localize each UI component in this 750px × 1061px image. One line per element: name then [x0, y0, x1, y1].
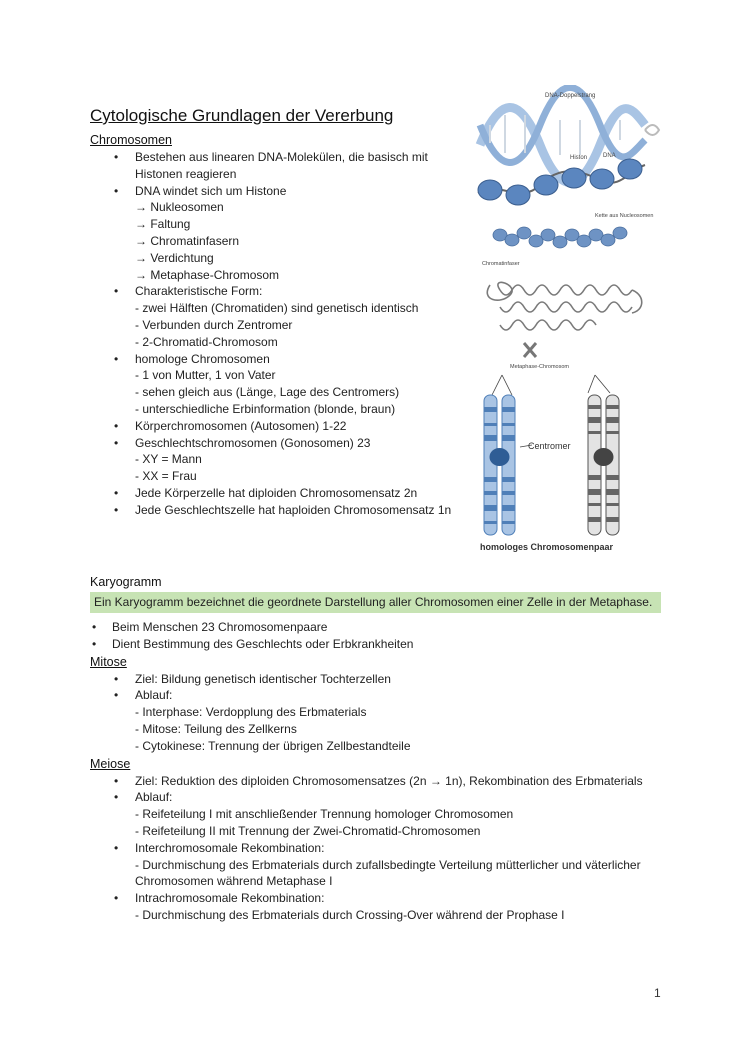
- label-metaphase-chromosom: Metaphase-Chromosom: [510, 364, 569, 370]
- section-karyogramm: [90, 573, 670, 924]
- sub-item: - 2-Chromatid-Chromosom: [135, 334, 278, 349]
- list-item: [90, 636, 670, 653]
- sub-item: - zwei Hälften (Chromatiden) sind genetisch identisch: [135, 301, 419, 316]
- list-item-text: Körperchromosomen (Autosomen) 1-22: [135, 418, 347, 433]
- list-item-text: Jede Körperzelle hat diploiden Chromosomensatz 2n: [135, 485, 418, 500]
- definition-box: Ein Karyogramm bezeichnet die geordnete Darstellung aller Chromosomen einer Zelle in der Metaphase.: [90, 592, 661, 613]
- sub-item: - XY = Mann: [135, 452, 202, 467]
- chromatin-condensed: [493, 227, 627, 248]
- chromosome-figure: [470, 85, 670, 555]
- sub-item: - Interphase: Verdopplung des Erbmaterials: [135, 705, 367, 720]
- list-item: [90, 687, 670, 754]
- sub-item: - 1 von Mutter, 1 von Vater: [135, 368, 276, 383]
- list-item: [90, 418, 460, 435]
- section-chromosomen: [90, 131, 460, 519]
- list-item-text: Ziel: Bildung genetisch identischer Tochterzellen: [135, 671, 391, 686]
- sub-item: - Cytokinese: Trennung der übrigen Zellbestandteile: [135, 738, 411, 753]
- list-item-text: Jede Geschlechtszelle hat haploiden Chromosomensatz 1n: [135, 502, 452, 517]
- sub-item: → Metaphase-Chromosom: [135, 267, 280, 282]
- list-item-text: Interchromosomale Rekombination:: [135, 840, 325, 855]
- sub-item: - unterschiedliche Erbinformation (blonde, braun): [135, 401, 396, 416]
- heading-chromosomen: Chromosomen: [90, 133, 172, 147]
- list-item-text: Beim Menschen 23 Chromosomenpaare: [112, 620, 328, 634]
- list-item-text: DNA windet sich um Histone: [135, 183, 287, 198]
- list-item-text: Geschlechtschromosomen (Gonosomen) 23: [135, 435, 371, 450]
- label-centromer: Centromer: [528, 441, 571, 451]
- list-item: [90, 149, 460, 183]
- list-item-text: Ablauf:: [135, 688, 173, 703]
- sub-item: - XX = Frau: [135, 469, 197, 484]
- list-karyogramm: [90, 619, 670, 653]
- list-item: [90, 435, 460, 485]
- list-item: [90, 283, 460, 350]
- list-item: [90, 183, 460, 284]
- list-item: [90, 502, 460, 519]
- label-dna: DNA: [603, 153, 616, 159]
- heading-meiose: Meiose: [90, 756, 131, 771]
- list-item-text: Intrachromosomale Rekombination:: [135, 891, 325, 906]
- list-item-text: Dient Bestimmung des Geschlechts oder Erbkrankheiten: [112, 636, 414, 651]
- list-item: [90, 773, 670, 790]
- sub-item: → Faltung: [135, 217, 191, 232]
- heading-mitose: Mitose: [90, 654, 127, 669]
- chromosome-diagram: [470, 85, 670, 555]
- list-meiose: [90, 773, 670, 924]
- list-item: [90, 890, 670, 924]
- chromosome-right-gray: [588, 395, 619, 535]
- figure-caption: homologes Chromosomenpaar: [480, 542, 614, 552]
- sub-item: → Nukleosomen: [135, 200, 224, 215]
- sub-item: - sehen gleich aus (Länge, Lage des Centromers): [135, 385, 400, 400]
- sub-item: - Durchmischung des Erbmaterials durch Crossing-Over während der Prophase I: [135, 907, 565, 922]
- sub-item: → Verdichtung: [135, 250, 214, 265]
- page-title: Cytologische Grundlagen der Vererbung: [90, 106, 394, 125]
- pointer-lines: [492, 375, 610, 395]
- label-chromatinfaser: Chromatinfaser: [482, 261, 520, 267]
- page-number: 1: [654, 986, 661, 1000]
- metaphase-chromosome-small: [524, 343, 536, 357]
- sub-item: - Reifeteilung II mit Trennung der Zwei-Chromatid-Chromosomen: [135, 823, 481, 838]
- label-kette-nucleosomen: Kette aus Nucleosomen: [595, 213, 654, 219]
- heading-karyogramm: Karyogramm: [90, 575, 162, 589]
- list-item: [90, 789, 670, 839]
- list-item: [90, 840, 670, 890]
- list-item-text: Ablauf:: [135, 790, 173, 805]
- label-histon: Histon: [570, 155, 588, 161]
- chromatin-fiber: [487, 282, 641, 330]
- label-dna-doppelstrang: DNA-Doppelstrang: [545, 93, 596, 99]
- chromosome-left-blue: [484, 395, 515, 535]
- list-item-text: Charakteristische Form:: [135, 284, 263, 299]
- list-item: [90, 351, 460, 418]
- list-item-text: Ziel: Reduktion des diploiden Chromosomensatzes (2n → 1n), Rekombination des Erbmaterials: [135, 773, 643, 788]
- list-item: [90, 619, 670, 636]
- list-item: [90, 671, 670, 688]
- sub-item: - Verbunden durch Zentromer: [135, 317, 293, 332]
- list-mitose: [90, 671, 670, 755]
- list-chromosomen: [90, 149, 460, 519]
- list-item-text: Bestehen aus linearen DNA-Molekülen, die basisch mit Histonen reagieren: [135, 150, 428, 181]
- sub-item: - Reifeteilung I mit anschließender Trennung homologer Chromosomen: [135, 807, 514, 822]
- list-item: [90, 485, 460, 502]
- list-item-text: homologe Chromosomen: [135, 351, 270, 366]
- sub-item: → Chromatinfasern: [135, 233, 240, 248]
- sub-item: - Durchmischung des Erbmaterials durch zufallsbedingte Verteilung mütterlicher und väterlicher Chromosomen während Metaphase I: [135, 857, 641, 889]
- sub-item: - Mitose: Teilung des Zellkerns: [135, 721, 297, 736]
